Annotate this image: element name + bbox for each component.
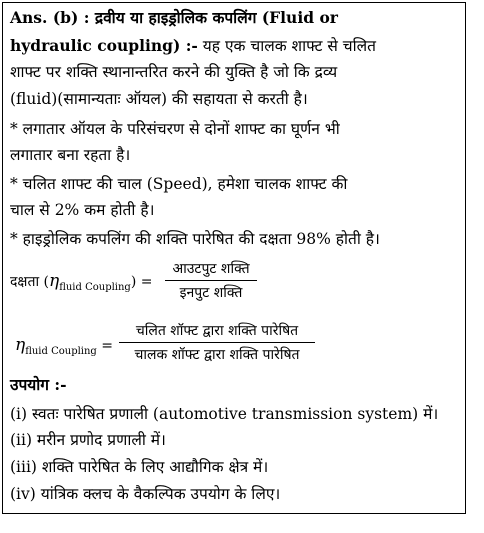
answer-line-2	[10, 35, 376, 57]
bullet-3-line-1: * हाइड्रोलिक कपलिंग की शक्ति पारेषित की दक्षता 98% होती है।	[10, 230, 380, 248]
fraction-denominator: इनपुट शक्ति	[179, 285, 243, 301]
bullet-1-line-2: लगातार बना रहता है।	[10, 146, 131, 164]
use-item-3: (iii) शक्ति पारेषित के लिए आद्यौगिक क्षेत्र में।	[10, 458, 269, 476]
efficiency-fraction	[165, 259, 257, 302]
eta-symbol-2: η	[15, 335, 26, 355]
answer-title-line: Ans. (b) : द्रवीय या हाइड्रोलिक कपलिंग (Fluid or	[10, 8, 338, 27]
answer-text-start: यह एक चालक शाफ्ट से चलित	[202, 37, 376, 55]
use-item-1: (i) स्वतः पारेषित प्रणाली (automotive transmission system) में।	[10, 405, 439, 423]
eta-symbol: η	[49, 271, 60, 291]
eta-fraction	[119, 321, 315, 364]
efficiency-label: दक्षता (	[10, 274, 49, 290]
fraction-numerator-2: चलित शॉफ्ट द्वारा शक्ति पारेषित	[135, 323, 299, 339]
fraction-bar	[165, 280, 257, 281]
answer-box	[2, 2, 466, 514]
fraction-denominator-2: चालक शॉफ्ट द्वारा शक्ति पारेषित	[134, 347, 300, 363]
answer-line-4: (fluid)(सामान्यताः ऑयल) की सहायता से करती है।	[10, 90, 308, 108]
bullet-2-line-2: चाल से 2% कम होती है।	[10, 201, 155, 219]
fraction-numerator: आउटपुट शक्ति	[172, 261, 250, 277]
eta-subscript-2: fluid Coupling	[25, 346, 97, 357]
eta-subscript: fluid Coupling	[59, 282, 131, 293]
answer-line-3: शाफ्ट पर शक्ति स्थानान्तरित करने की युक्ति है जो कि द्रव्य	[10, 63, 338, 81]
equals-sign-2: =	[101, 338, 114, 354]
use-item-4: (iv) यांत्रिक क्लच के वैकल्पिक उपयोग के लिए।	[10, 485, 281, 503]
bullet-2-line-1: * चलित शाफ्ट की चाल (Speed), हमेशा चालक शाफ्ट की	[10, 175, 348, 193]
equals-sign: ) =	[130, 274, 153, 290]
use-item-2: (ii) मरीन प्रणोद प्रणाली में।	[10, 431, 166, 449]
efficiency-formula-label	[10, 271, 152, 293]
bullet-1-line-1: * लगातार ऑयल के परिसंचरण से दोनों शाफ्ट का घूर्णन भी	[10, 120, 340, 138]
eta-formula-label	[15, 335, 113, 357]
fraction-bar-2	[119, 342, 315, 343]
answer-title-end: hydraulic coupling) :-	[10, 36, 198, 55]
uses-heading: उपयोग :-	[10, 375, 67, 394]
